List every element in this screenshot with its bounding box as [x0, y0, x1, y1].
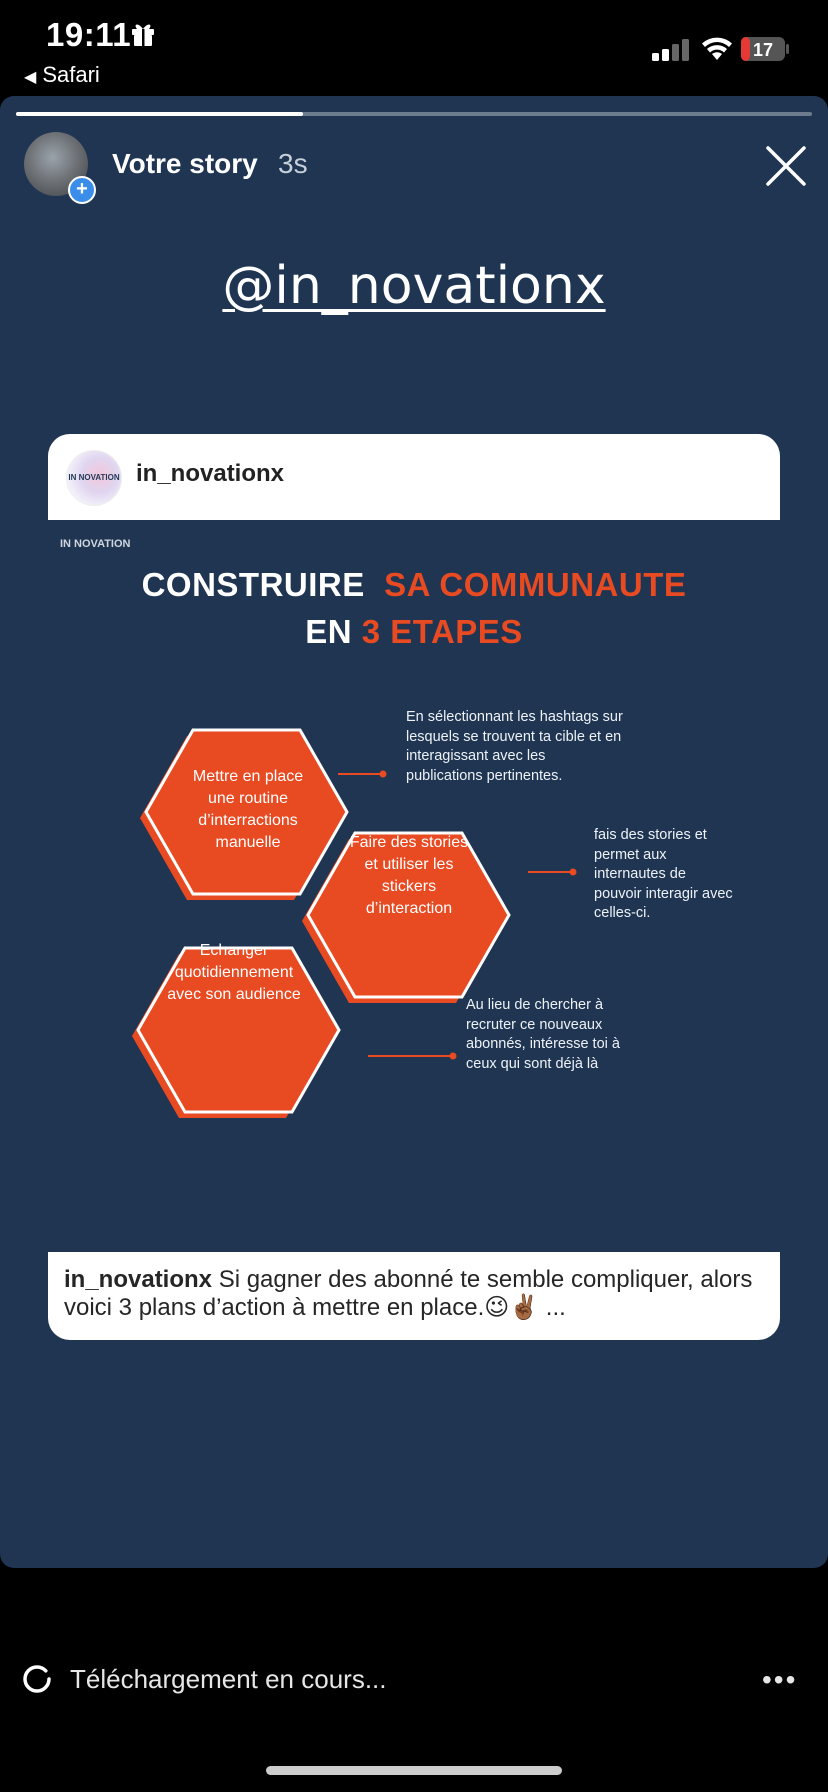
step-1-title: Mettre en place une routine d’interractions manuelle — [192, 768, 304, 851]
close-icon[interactable] — [764, 144, 808, 188]
connector-dot-2 — [570, 869, 577, 876]
step-2-description: fais des stories et permet aux internautes de pouvoir interagir avec celles-ci. — [594, 827, 733, 921]
story-viewer[interactable] — [0, 96, 828, 1568]
step-3-title: Echanger quotidiennement avec son audience — [167, 942, 301, 1003]
mention-sticker[interactable] — [0, 256, 828, 316]
story-timestamp: 3s — [278, 148, 308, 179]
story-progress-bar — [16, 112, 812, 116]
headline-white-1: CONSTRUIRE — [141, 566, 365, 603]
download-status: Téléchargement en cours... — [70, 1664, 387, 1694]
back-to-safari[interactable] — [24, 62, 100, 88]
gift-icon — [130, 20, 156, 48]
brand-watermark: IN NOVATION — [60, 538, 131, 550]
caption-username: in_novationx — [64, 1266, 213, 1293]
add-story-icon[interactable]: + — [68, 176, 96, 204]
back-app-label: Safari — [42, 62, 100, 87]
back-arrow-icon: ◀ — [24, 69, 37, 86]
status-bar — [0, 0, 828, 96]
post-header — [48, 434, 780, 520]
caption-text: Si gagner des abonné te semble compliquer, alors voici 3 plans d’action à mettre en place.😉✌🏾 ... — [64, 1266, 753, 1321]
post-caption[interactable] — [64, 1266, 764, 1322]
connector-dot-3 — [450, 1053, 457, 1060]
clock: 19:11 — [46, 16, 132, 53]
shared-post-card[interactable] — [48, 434, 780, 1340]
headline-accent-1: SA COMMUNAUTE — [384, 566, 687, 603]
connector-dot-1 — [380, 771, 387, 778]
more-options-icon[interactable]: ••• — [762, 1664, 798, 1695]
step-1-description: En sélectionnant les hashtags sur lesquels se trouvent ta cible et en interagissant avec les publications pertinentes. — [406, 709, 623, 784]
home-indicator[interactable] — [266, 1766, 562, 1775]
battery-level: 17 — [752, 40, 774, 60]
post-account-logo[interactable]: IN NOVATION — [66, 450, 122, 506]
story-progress-fill — [16, 112, 303, 116]
mention-text: @in_novationx — [222, 256, 606, 316]
post-username[interactable]: in_novationx — [136, 460, 285, 487]
signal-icon — [652, 38, 692, 62]
headline-accent-2: 3 ETAPES — [361, 613, 523, 650]
step-3-description: Au lieu de chercher à recruter ce nouveaux abonnés, intéresse toi à ceux qui sont déjà là — [466, 997, 620, 1072]
battery-icon — [740, 36, 790, 62]
wifi-icon — [700, 36, 734, 62]
story-owner-label[interactable]: Votre story — [112, 148, 258, 179]
headline-white-2: EN — [305, 613, 353, 650]
post-image — [48, 520, 780, 1252]
loading-spinner-icon — [22, 1664, 52, 1694]
step-2-title: Faire des stories et utiliser les stickers d’interaction — [349, 834, 469, 917]
